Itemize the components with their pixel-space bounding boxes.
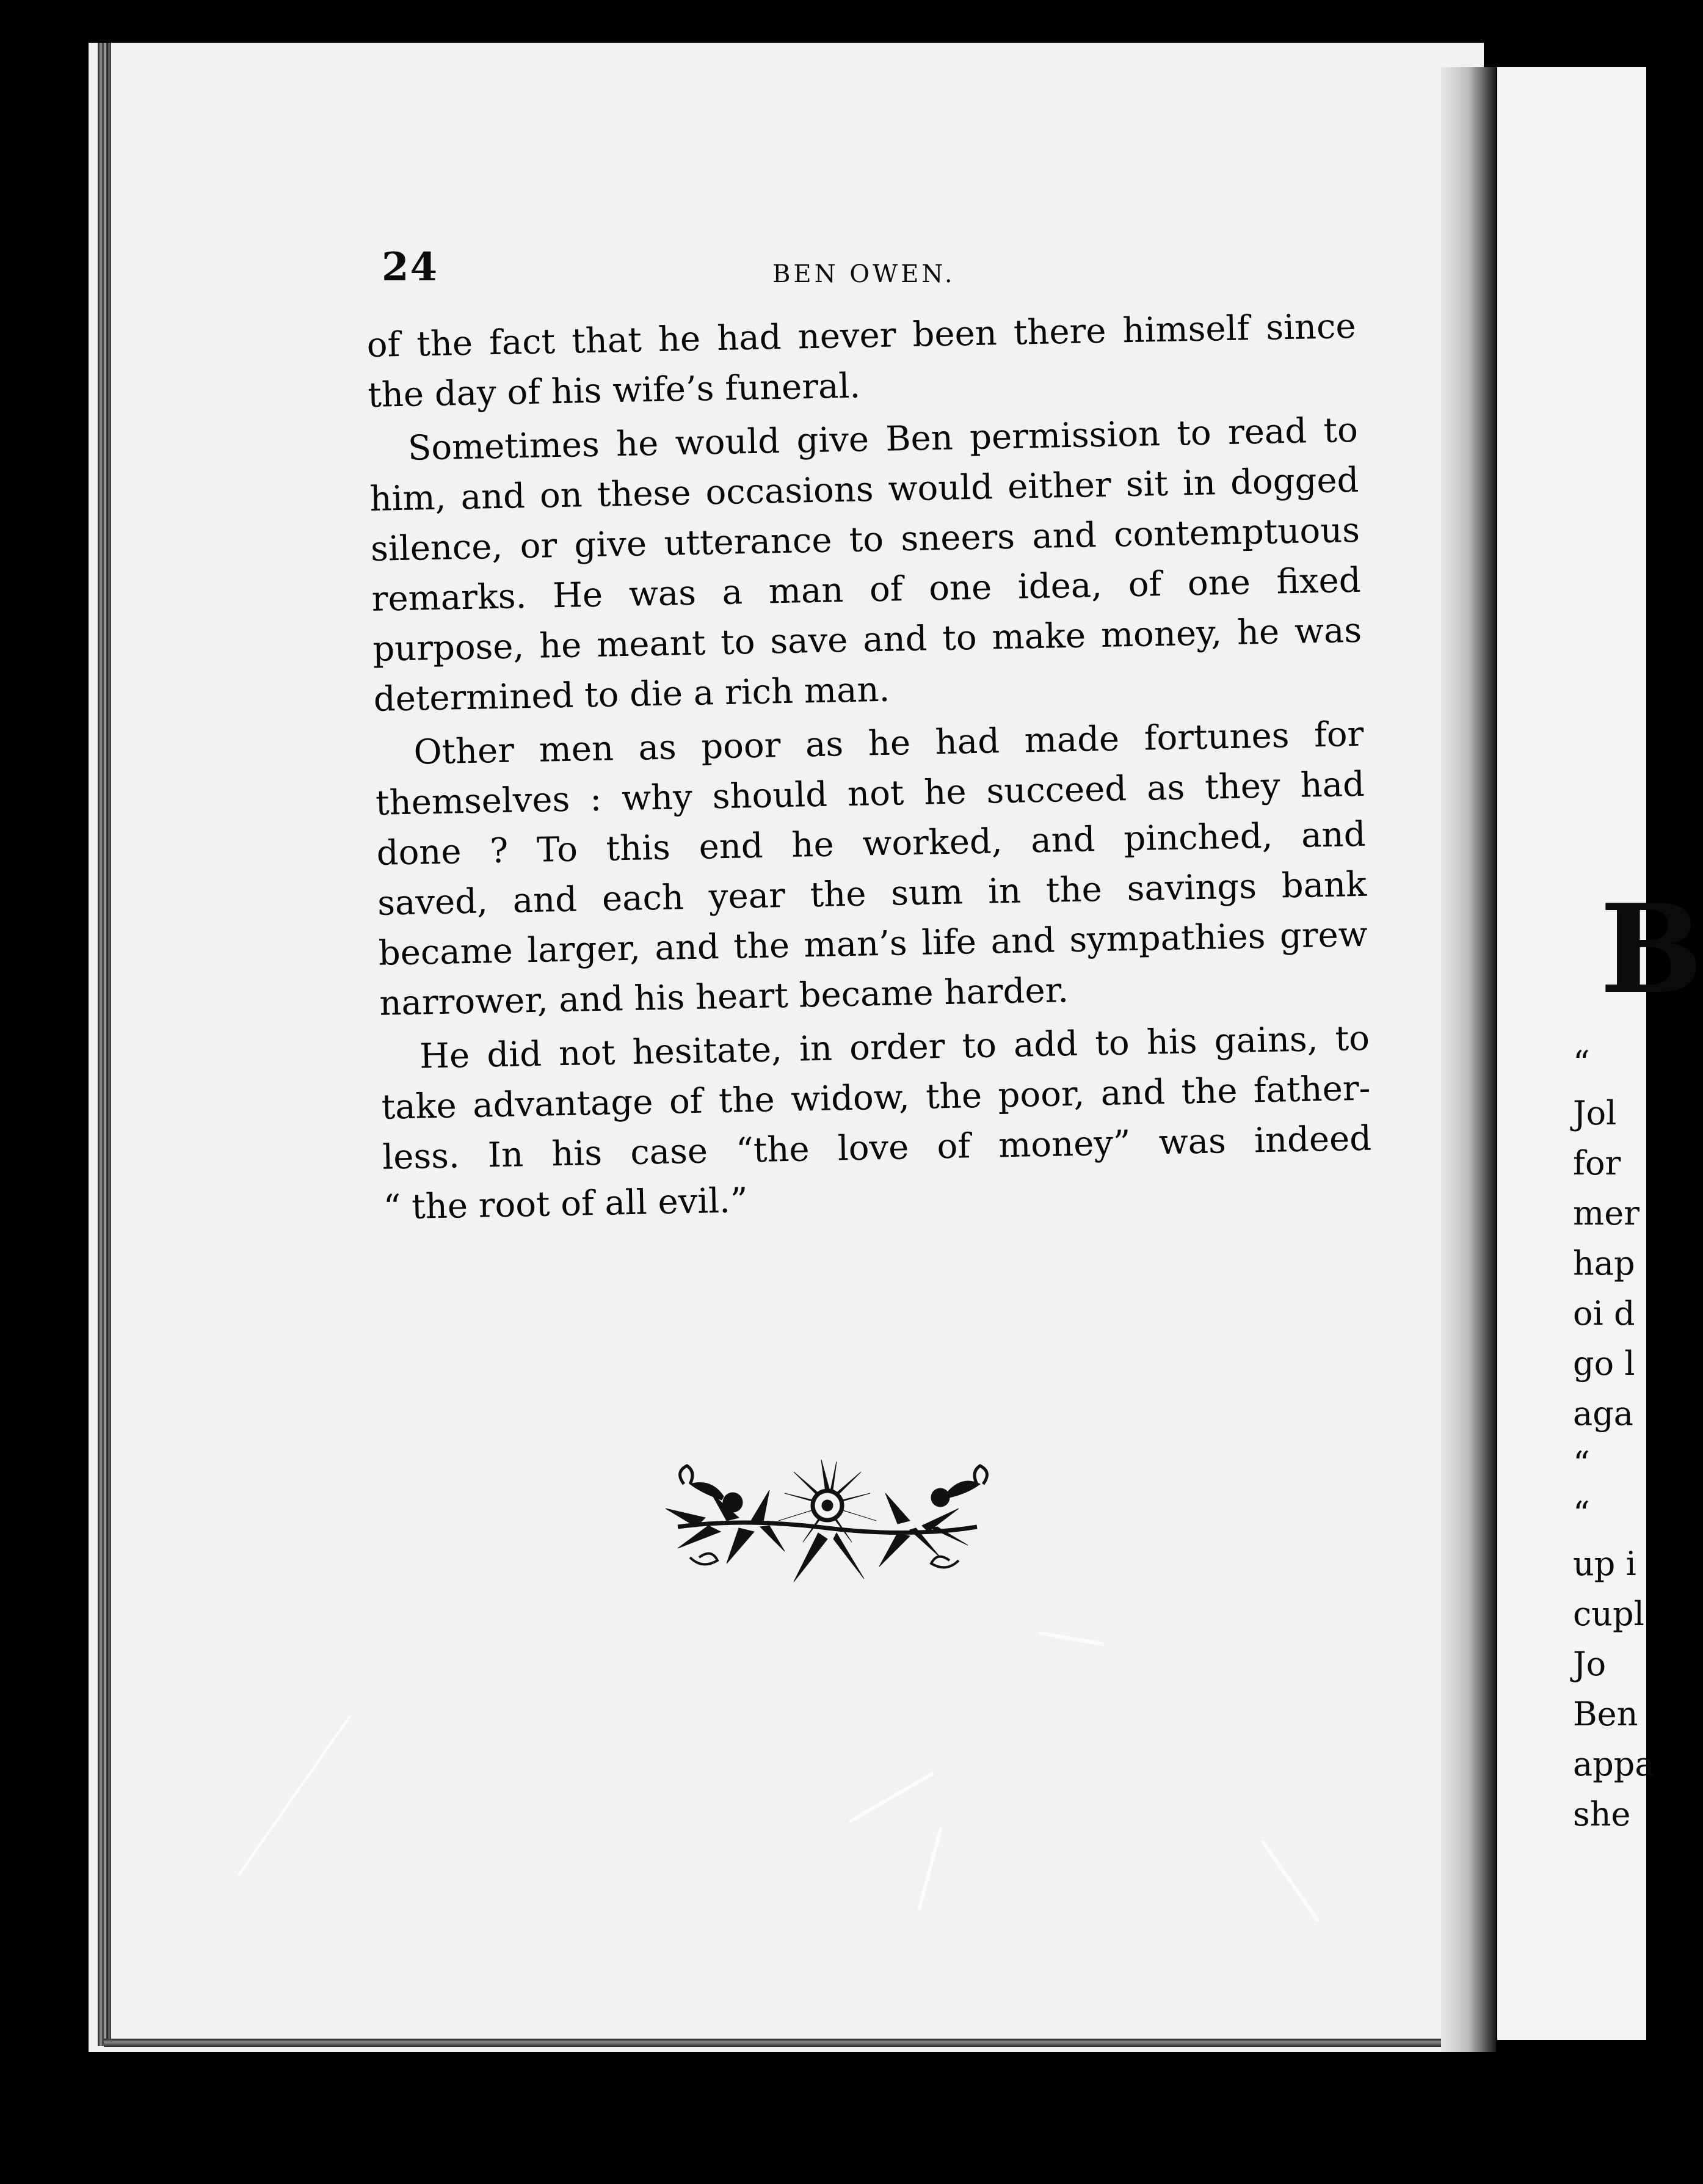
text-line: of the fact that he had never been there himself since	[366, 306, 1357, 365]
page-gutter	[1441, 67, 1496, 2052]
text-line: “ the root of all evil.”	[383, 1181, 749, 1228]
text-line: remarks. He was a man of one idea, of one fixed	[371, 560, 1362, 619]
text-line: He did not hesitate, in order to add to his gains, to	[419, 1018, 1370, 1077]
text-line: take advantage of the widow, the poor, and the father-	[381, 1068, 1371, 1127]
text-fragment: Jol	[1573, 1094, 1617, 1132]
text-fragment: mer	[1573, 1194, 1639, 1232]
text-line: Other men as poor as he had made fortunes for	[413, 714, 1364, 773]
text-fragment: Jo	[1573, 1645, 1607, 1683]
bottom-rule	[104, 2039, 1484, 2047]
text-fragment: for	[1573, 1144, 1621, 1182]
running-head	[382, 244, 1359, 299]
text-fragment: “	[1573, 1494, 1590, 1533]
paragraph	[368, 406, 1363, 725]
text-line: became larger, and the man’s life and sympathies grew	[378, 914, 1368, 974]
text-line: narrower, and his heart became harder.	[379, 970, 1069, 1024]
page-number: 24	[382, 244, 439, 290]
paragraph	[366, 302, 1357, 421]
text-line: determined to die a rich man.	[373, 669, 890, 719]
running-title: BEN OWEN.	[772, 260, 956, 288]
text-fragment: appa	[1573, 1745, 1655, 1783]
text-fragment: up i	[1573, 1545, 1636, 1583]
text-line: Sometimes he would give Ben permission to read to	[407, 410, 1359, 468]
text-fragment: cupl	[1573, 1595, 1644, 1633]
text-line: done ? To this end he worked, and pinched, and	[376, 814, 1367, 873]
floral-vignette-icon	[653, 1460, 1001, 1588]
text-fragment: Ben	[1573, 1695, 1638, 1733]
text-fragment: go l	[1573, 1344, 1635, 1383]
text-fragment: “	[1573, 1044, 1590, 1082]
paragraph	[374, 710, 1369, 1029]
right-page-text-fragments	[1573, 1038, 1658, 1840]
body-text	[366, 302, 1373, 1233]
text-fragment: “	[1573, 1444, 1590, 1483]
text-line: him, and on these occasions would either sit in dogged	[369, 460, 1359, 519]
text-line: themselves : why should not he succeed as they had	[375, 764, 1365, 823]
text-fragment: hap	[1573, 1244, 1635, 1283]
text-line: purpose, he meant to save and to make money, he was	[372, 610, 1362, 669]
right-page-heading-letter: B	[1600, 878, 1703, 1021]
text-fragment: oi d	[1573, 1294, 1635, 1333]
binding-rule	[98, 43, 111, 2046]
paragraph	[380, 1014, 1373, 1233]
text-line: silence, or give utterance to sneers and contemptuous	[370, 510, 1360, 569]
text-line: saved, and each year the sum in the savings bank	[377, 864, 1367, 923]
text-fragment: she	[1573, 1795, 1631, 1833]
text-line: less. In his case “the love of money” was indeed	[382, 1118, 1372, 1178]
text-fragment: aga	[1573, 1394, 1633, 1433]
text-line: the day of his wife’s funeral.	[367, 366, 861, 415]
